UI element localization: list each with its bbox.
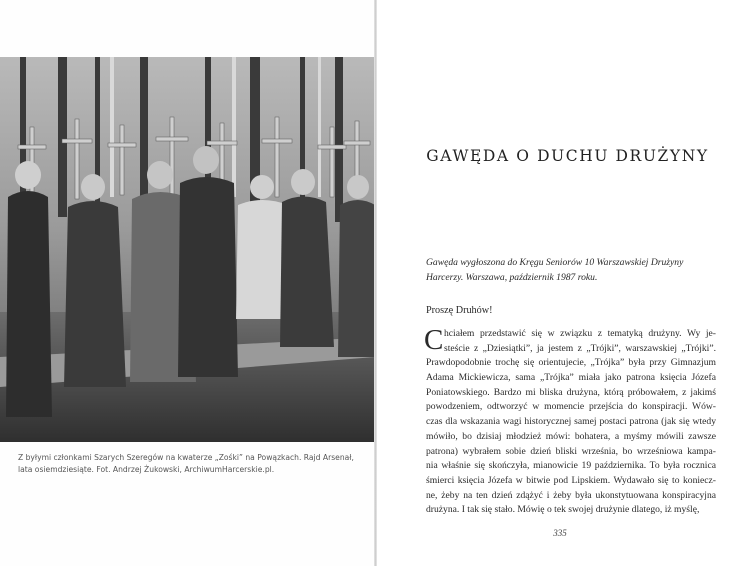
body-line: steście z „Dziesiątki”, ja jestem z „Trójki”, warszawskiej „Trójki”. bbox=[444, 342, 716, 354]
body-line: powodzeniem, odtworzyć w momencie przejścia do konspiracji. Wów- bbox=[426, 401, 716, 413]
chapter-title: GAWĘDA O DUCHU DRUŻYNY bbox=[426, 147, 709, 165]
body-line: hciałem przedstawić się w związku z tematyką drużyny. Wy je- bbox=[444, 328, 716, 339]
body-line: Prawdopodobnie trochę się orientujecie, „Trójka” była przy Gimnazjum bbox=[426, 357, 716, 369]
body-line: nia właśnie się skończyła, mianowicie 19 października. To była rocznica bbox=[426, 460, 716, 472]
book-gutter bbox=[374, 0, 377, 566]
body-line: Adama Mickiewicza, sama „Trójka” miała jako patrona księcia Józefa bbox=[426, 372, 716, 384]
cemetery-group-photo bbox=[0, 57, 375, 442]
body-paragraph bbox=[424, 324, 716, 518]
body-line: mówiło, bo dzisiaj młodzież mówi: bohatera, a myśmy mówili zawsze bbox=[426, 430, 716, 442]
photo-caption: Z byłymi członkami Szarych Szeregów na kwaterze „Zośki” na Powązkach. Rajd Arsenał, lata osiemdziesiąte. Fot. Andrzej Żukowski, ArchiwumHarcerskie.pl. bbox=[18, 453, 354, 474]
body-line: śmierci księcia Józefa w bitwie pod Lipskiem. Wydawało się to koniecz- bbox=[426, 474, 716, 486]
photo-illustration bbox=[0, 57, 375, 442]
body-line: ne, żeby na ten dzień zdążyć i żeby była ukonstytuowana konspiracyjna bbox=[426, 489, 716, 501]
body-line: Poniatowskiego. Bardzo mi bliska drużyna, którą próbowałem, z jakimś bbox=[426, 386, 716, 398]
drop-cap: C bbox=[424, 324, 444, 356]
greeting: Proszę Druhów! bbox=[426, 305, 493, 316]
page-number: 335 bbox=[553, 528, 567, 538]
intro-note: Gawęda wygłoszona do Kręgu Seniorów 10 Warszawskiej Drużyny Harcerzy. Warszawa, październik 1987 roku. bbox=[426, 257, 684, 283]
body-line: drużyna. I tak się stało. Mówię o tek swojej drużynie dlatego, iż myślę, bbox=[426, 504, 700, 516]
body-line: patrona) wybrałem sobie dzień bliski września, bo wrześniowa kampa- bbox=[426, 445, 716, 457]
body-line: czas dla wskazania wagi historycznej samej postaci patrona (jak się wtedy bbox=[426, 416, 716, 428]
